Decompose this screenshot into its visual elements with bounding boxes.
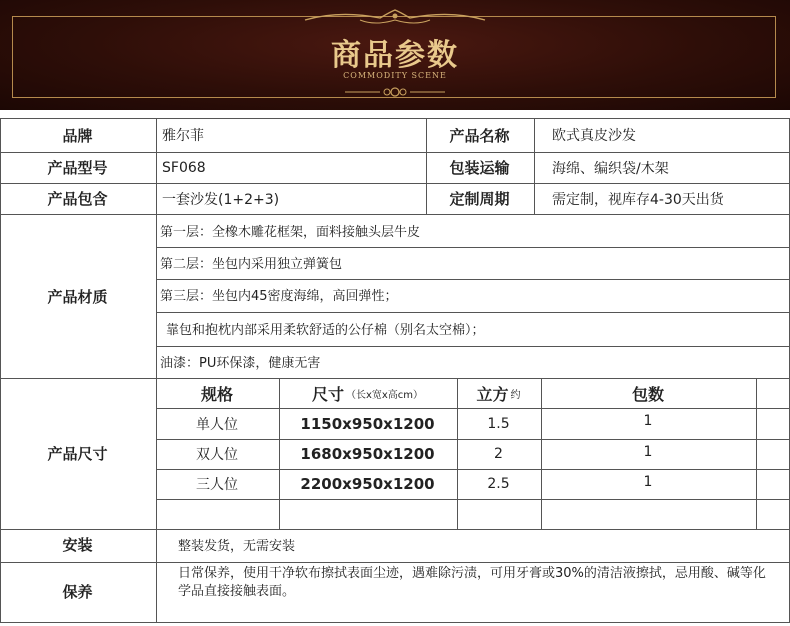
lead-time-value: 需定制，视库存4-30天出货 [552, 191, 724, 208]
size-header-dims [279, 378, 456, 408]
size-packages: 1 [643, 413, 653, 429]
size-packages: 1 [643, 474, 653, 490]
size-volume: 2 [494, 446, 503, 462]
model-value: SF068 [162, 159, 206, 176]
material-line: 第二层：坐包内采用独立弹簧包 [160, 256, 343, 272]
product-name-label: 产品名称 [449, 126, 510, 145]
care-label: 保养 [62, 583, 93, 601]
size-volume: 1.5 [487, 415, 510, 432]
size-packages: 1 [643, 444, 653, 460]
size-spec: 三人位 [196, 477, 238, 493]
material-line: 靠包和抱枕内部采用柔软舒适的公仔棉（别名太空棉）； [166, 322, 485, 338]
model-label: 产品型号 [47, 159, 108, 177]
volume-header-note: 约 [510, 389, 521, 401]
size-spec: 双人位 [196, 447, 238, 463]
dims-header-text: 尺寸 [311, 384, 344, 404]
size-dims: 1680x950x1200 [300, 445, 435, 463]
product-name-value: 欧式真皮沙发 [552, 128, 636, 144]
materials-label: 产品材质 [47, 287, 108, 306]
brand-label: 品牌 [62, 126, 93, 145]
ornament-bottom-icon [345, 84, 445, 100]
size-dims: 1150x950x1200 [300, 414, 435, 433]
size-header-spec: 规格 [200, 384, 233, 404]
material-line: 油漆：PU环保漆，健康无害 [160, 356, 321, 371]
size-label: 产品尺寸 [47, 444, 108, 463]
material-line: 第一层：全橡木雕花框架，面料接触头层牛皮 [160, 224, 421, 240]
install-label: 安装 [62, 536, 93, 554]
ornament-top-icon [300, 8, 490, 28]
size-dims: 2200x950x1200 [300, 475, 435, 493]
header-banner [0, 0, 790, 110]
packaging-value: 海绵、编织袋/木架 [552, 160, 669, 177]
page-title: 商品参数 [331, 38, 459, 73]
size-header-packages: 包数 [631, 384, 664, 404]
size-spec: 单人位 [196, 416, 238, 433]
brand-value: 雅尔菲 [162, 128, 204, 144]
page-subtitle: COMMODITY SCENE [343, 71, 447, 80]
care-value: 日常保养，使用干净软布擦拭表面尘迹，遇难除污渍，可用牙膏或30%的清洁液擦拭，忌用酸、碱等化学品直接接触表面。 [178, 566, 766, 599]
size-header-volume [457, 378, 540, 408]
volume-header-text: 立方 [476, 384, 509, 404]
packaging-label: 包装运输 [449, 159, 510, 177]
dims-header-note: （长x宽x高cm） [345, 389, 424, 401]
lead-time-label: 定制周期 [449, 190, 510, 208]
material-line: 第三层：坐包内45密度海绵，高回弹性； [160, 289, 398, 304]
contents-value: 一套沙发(1+2+3) [162, 191, 280, 208]
contents-label: 产品包含 [47, 190, 108, 208]
size-volume: 2.5 [487, 476, 510, 492]
install-value: 整装发货，无需安装 [178, 539, 296, 554]
